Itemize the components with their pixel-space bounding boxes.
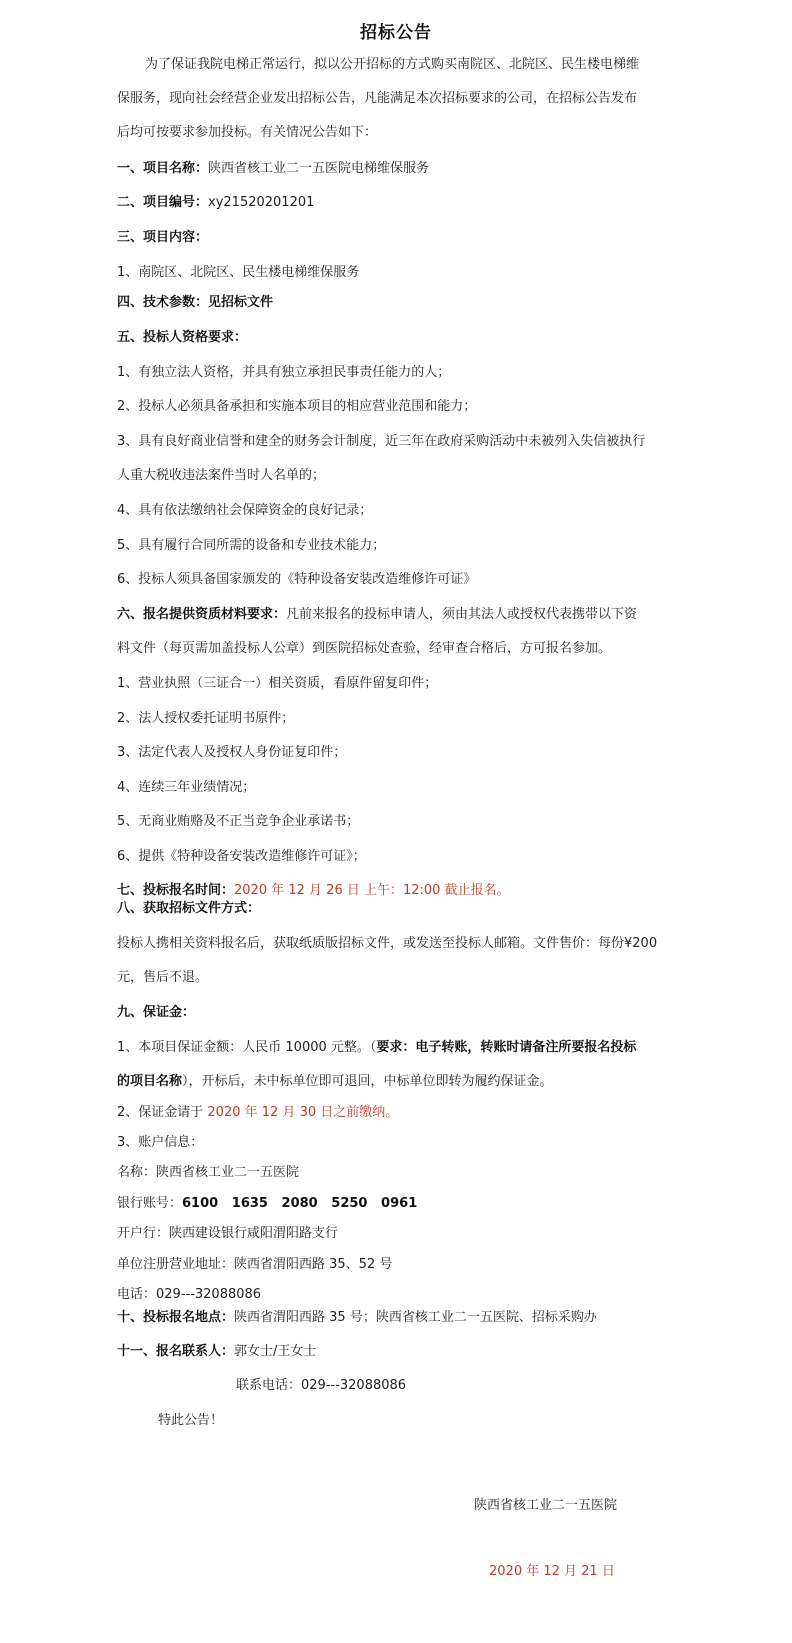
deposit-project-name-note: 的项目名称 bbox=[117, 1074, 183, 1089]
registered-address: 单位注册营业地址：陕西省渭阳西路 35、52 号 bbox=[117, 1257, 393, 1272]
section-6-item-3: 3、法定代表人及授权人身份证复印件； bbox=[117, 745, 347, 760]
section-5-item-3-cont: 人重大税收违法案件当时人名单的； bbox=[117, 468, 326, 483]
section-6 bbox=[117, 606, 637, 623]
contact-phone: 联系电话：029---32088086 bbox=[236, 1378, 407, 1393]
section-5-item-1: 1、有独立法人资格，并具有独立承担民事责任能力的人； bbox=[117, 365, 451, 380]
intro-line-1: 为了保证我院电梯正常运行，拟以公开招标的方式购买南院区、北院区、民生楼电梯维 bbox=[145, 57, 640, 72]
section-3-label: 三、项目内容： bbox=[117, 230, 209, 245]
bank-account-number: 6100 1635 2080 5250 0961 bbox=[182, 1196, 418, 1211]
section-6-desc-2: 料文件（每页需加盖投标人公章）到医院招标处查验，经审查合格后，方可报名参加。 bbox=[117, 641, 612, 656]
section-2-value: xy21520201201 bbox=[208, 195, 315, 210]
section-5-item-3: 3、具有良好商业信誉和建全的财务会计制度，近三年在政府采购活动中未被列入失信被执行 bbox=[117, 434, 646, 449]
issue-date: 2020 年 12 月 21 日 bbox=[489, 1564, 615, 1579]
bank-branch: 开户行：陕西建设银行咸阳渭阳路支行 bbox=[117, 1226, 339, 1241]
section-9-label: 九、保证金： bbox=[117, 1005, 196, 1020]
signature: 陕西省核工业二一五医院 bbox=[474, 1498, 618, 1513]
section-5-item-6: 6、投标人须具备国家颁发的《特种设备安装改造维修许可证》 bbox=[117, 572, 477, 587]
section-9-item-3: 3、账户信息： bbox=[117, 1135, 204, 1150]
section-7 bbox=[117, 882, 510, 899]
section-8-desc-1: 投标人携相关资料报名后，获取纸质版招标文件，或发送至投标人邮箱。文件售价：每份¥200 bbox=[117, 936, 658, 951]
section-9-item-1-cont bbox=[117, 1073, 553, 1090]
section-5-item-4: 4、具有依法缴纳社会保障资金的良好记录； bbox=[117, 503, 373, 518]
section-1-value: 陕西省核工业二一五医院电梯维保服务 bbox=[208, 161, 430, 176]
deposit-refund-text: ），开标后，未中标单位即可退回，中标单位即转为履约保证金。 bbox=[182, 1074, 553, 1089]
section-5-item-2: 2、投标人必须具备承担和实施本项目的相应营业范围和能力； bbox=[117, 399, 477, 414]
section-7-label: 七、投标报名时间： bbox=[117, 883, 235, 898]
section-1-label: 一、项目名称： bbox=[117, 161, 209, 176]
account-name: 名称：陕西省核工业二一五医院 bbox=[117, 1165, 300, 1180]
section-5-label: 五、投标人资格要求： bbox=[117, 330, 248, 345]
section-11-label: 十一、报名联系人： bbox=[117, 1344, 235, 1359]
intro-line-3: 后均可按要求参加投标。有关情况公告如下： bbox=[117, 125, 378, 140]
section-4-label: 四、技术参数：见招标文件 bbox=[117, 295, 274, 310]
bank-account-label: 银行账号： bbox=[117, 1196, 183, 1211]
section-10 bbox=[117, 1309, 597, 1326]
deposit-amount-text: 1、本项目保证金额：人民币 10000 元整。（ bbox=[117, 1040, 377, 1055]
section-2-label: 二、项目编号： bbox=[117, 195, 209, 210]
section-6-desc-1: 凡前来报名的投标申请人，须由其法人或授权代表携带以下资 bbox=[286, 607, 638, 622]
section-6-item-4: 4、连续三年业绩情况； bbox=[117, 780, 256, 795]
section-10-label: 十、投标报名地点： bbox=[117, 1310, 235, 1325]
section-6-item-1: 1、营业执照（三证合一）相关资质，看原件留复印件； bbox=[117, 676, 438, 691]
closing-text: 特此公告！ bbox=[158, 1413, 224, 1428]
section-5-item-5: 5、具有履行合同所需的设备和专业技术能力； bbox=[117, 538, 386, 553]
section-3-item: 1、南院区、北院区、民生楼电梯维保服务 bbox=[117, 265, 360, 280]
page-title: 招标公告 bbox=[360, 23, 432, 43]
deposit-deadline-value: 2020 年 12 月 30 日之前缴纳。 bbox=[203, 1105, 399, 1120]
phone: 电话：029---32088086 bbox=[117, 1287, 262, 1302]
section-1 bbox=[117, 160, 429, 177]
section-6-item-5: 5、无商业贿赂及不正当竞争企业承诺书； bbox=[117, 814, 360, 829]
section-11-value: 郭女士/王女士 bbox=[234, 1344, 317, 1359]
section-2 bbox=[117, 194, 314, 211]
intro-line-2: 保服务，现向社会经营企业发出招标公告，凡能满足本次招标要求的公司，在招标公告发布 bbox=[117, 91, 638, 106]
section-8-label: 八、获取招标文件方式： bbox=[117, 901, 261, 916]
section-9-item-2 bbox=[117, 1104, 398, 1121]
section-6-item-2: 2、法人授权委托证明书原件； bbox=[117, 711, 295, 726]
section-8-desc-2: 元，售后不退。 bbox=[117, 970, 209, 985]
section-11 bbox=[117, 1343, 316, 1360]
section-6-label: 六、报名提供资质材料要求： bbox=[117, 607, 287, 622]
section-9-item-1 bbox=[117, 1039, 636, 1056]
section-7-value: 2020 年 12 月 26 日 上午：12:00 截止报名。 bbox=[234, 883, 510, 898]
section-10-value: 陕西省渭阳西路 35 号；陕西省核工业二一五医院、招标采购办 bbox=[234, 1310, 597, 1325]
bank-account bbox=[117, 1195, 417, 1212]
deposit-requirement-text: 要求：电子转账，转账时请备注所要报名投标 bbox=[376, 1040, 637, 1055]
deposit-deadline-label: 2、保证金请于 bbox=[117, 1105, 204, 1120]
section-6-item-6: 6、提供《特种设备安装改造维修许可证》； bbox=[117, 849, 366, 864]
